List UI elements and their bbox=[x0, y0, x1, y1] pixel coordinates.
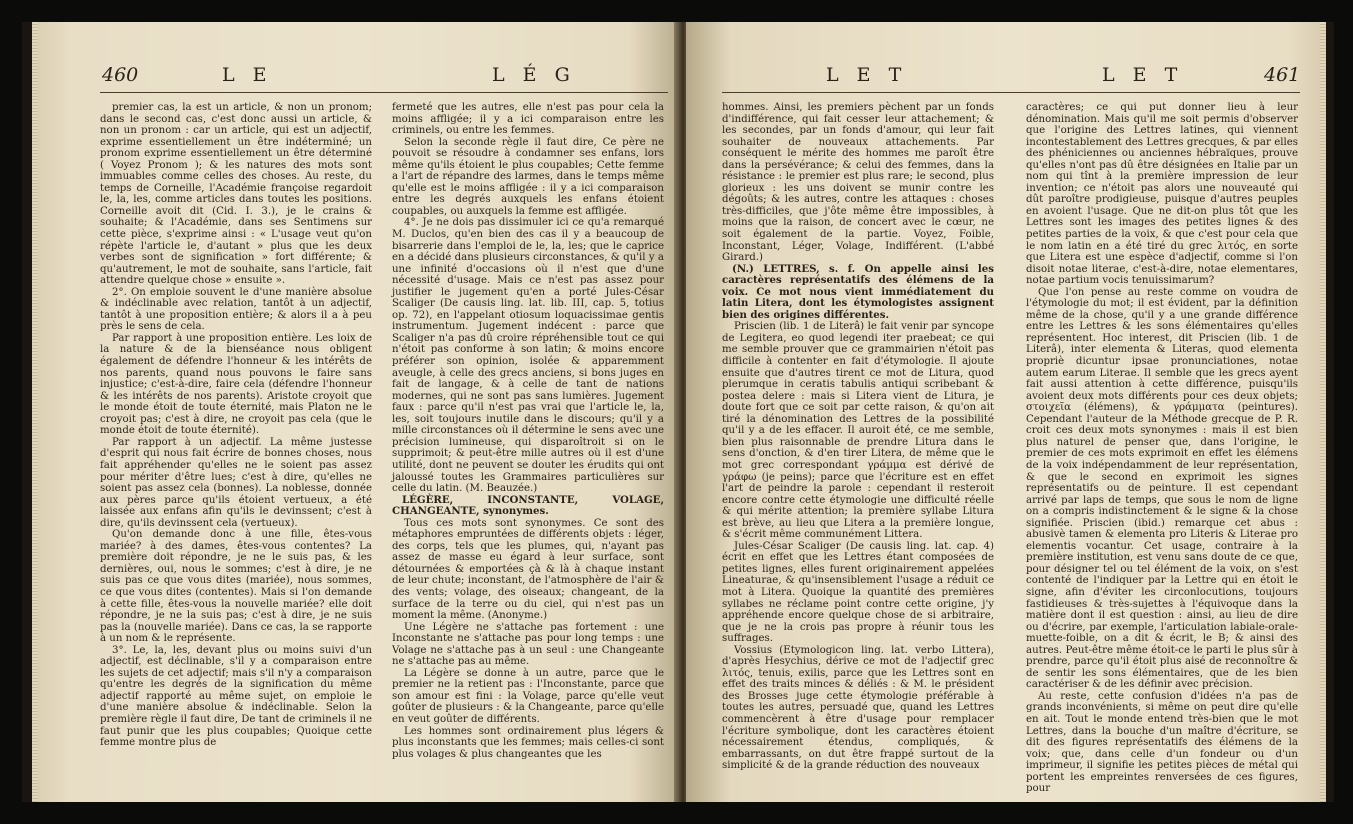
paragraph: hommes. Ainsi, les premiers pèchent par un fonds d'indifférence, qui fait cesser leur attachement; & les secondes, par un fonds d'amour, qui leur fait souhaiter de nouveaux attachements. Par conséquent le mérite des hommes me paroît être dans la persévérance; & celui des femmes, dans la résistance : le premier est plus rare; le second, plus glorieux : les uns doivent se munir contre les dégoûts; & les autres, contre les attaques : choses très-difficiles, que j'ôte même être impossibles, à moins que la raison, de concert avec le cœur, ne soit également de la partie. Voyez, Foible, Inconstant, Léger, Volage, Indifférent. (L'abbé Girard.) bbox=[722, 102, 994, 264]
paragraph: Tous ces mots sont synonymes. Ce sont des métaphores empruntées de différents objets : léger, des corps, tels que les plumes, qui, n'ayant pas assez de masse eu égard à leur surface, sont détournées & emportées çà & là à chaque instant de leur chute; inconstant, de l'atmosphère de l'air & des vents; volage, des oiseaux; changeant, de la surface de la terre ou du ciel, qui n'est pas un moment la même. (Anonyme.) bbox=[392, 517, 664, 622]
entry-heading: LÉGÈRE, INCONSTANTE, VOLAGE, CHANGEANTE, synonymes. bbox=[392, 493, 664, 518]
page-number: 461 bbox=[1264, 64, 1301, 86]
paragraph: Par rapport à un adjectif. La même justesse d'esprit qui nous fait écrire de bonnes choses, nous fait appréhender qu'elles ne le soient pas assez pour mériter d'être lues; c'est à dire, qu'elles ne soient pas assez cela (bonnes). La noblesse, donnée aux pères parce qu'ils étoient vertueux, a été laissée aux enfans afin qu'ils le devinssent; c'est à dire, qu'ils devinssent cela (vertueux). bbox=[100, 436, 372, 529]
paragraph: Vossius (Etymologicon ling. lat. verbo Littera), d'après Hesychius, dérive ce mot de l'adjectif grec λιτός, tenuis, exilis, parce que les Lettres sont en effet des traits minces & déliés : & M. le président des Brosses juge cette étymologie préférable à toutes les autres, persuadé que, quand les Lettres commencèrent à être d'usage pour remplacer l'écriture symbolique, dont les caractères étoient nécessairement étendus, compliqués, & embarrassants, on dut être frappé surtout de la simplicité & de la grande réduction des nouveaux bbox=[722, 644, 994, 772]
paragraph: Qu'on demande donc à une fille, êtes-vous mariée? à des dames, êtes-vous contentes? La première doit répondre, je ne le suis pas, & les dernières, oui, nous le sommes; c'est à dire, je ne suis pas ce que vous dites (mariée), nous sommes, ce que vous dites (contentes). Mais si l'on demande à cette fille, êtes-vous la nouvelle mariée? elle doit répondre, je ne la suis pas; c'est à dire, je ne suis pas la (nouvelle mariée). Dans ce cas, la se rapporte à un nom & le représente. bbox=[100, 529, 372, 645]
paragraph: fermeté que les autres, elle n'est pas pour cela la moins affligée; il y a ici comparaison entre les criminels, ou entre les femmes. bbox=[392, 102, 664, 137]
running-head: L E T bbox=[826, 64, 908, 86]
page-edge bbox=[32, 22, 38, 802]
paragraph: Au reste, cette confusion d'idées n'a pas de grands inconvénients, si même on peut dire qu'elle en ait. Tout le monde entend très-bien que le mot Lettres, dans la bouche d'un maître d'écriture, se dit des figures représentatifs des élémens de la voix; que, dans celle d'un fondeur ou d'un imprimeur, il signifie les petites pièces de métal qui portent les empreintes renversées de ces figures, pour bbox=[1026, 690, 1298, 795]
running-head: L É G bbox=[492, 64, 576, 86]
text-column-2 bbox=[1026, 102, 1298, 795]
entry-heading: (N.) LETTRES, s. f. On appelle ainsi les caractères représentatifs des élémens de la voix. Ce mot nous vient immédiatement du latin Litera, dont les étymologistes assignent bien des origines différentes. bbox=[722, 262, 994, 321]
paragraph: 3°. Le, la, les, devant plus ou moins suivi d'un adjectif, est déclinable, s'il y a comparaison entre les sujets de cet adjectif; mais s'il n'y a comparaison qu'entre les degrés de la signification du même adjectif rapporté au même sujet, on emploie le d'une manière absolue & indéclinable. Selon la première règle il faut dire, De tant de criminels il ne faut punir que les plus coupables; Quoique cette femme montre plus de bbox=[100, 644, 372, 749]
left-page bbox=[32, 22, 680, 802]
open-book bbox=[22, 22, 1334, 802]
paragraph: Que l'on pense au reste comme on voudra de l'étymologie du mot; il est évident, par la définition même de la chose, qu'il y a une grande différence entre les Lettres & les sons élémentaires qu'elles représentent. Hoc interest, dit Priscien (lib. 1 de Literâ), inter elementa & Literas, quod elementa propriè dicuntur ipsae pronunciationes, notae autem earum Literae. Il semble que les grecs ayent fait aussi attention à cette différence, puisqu'ils avoient deux mots différents pour ces deux objets; στοιχεῖα (élémens), & γράμματα (peintures). Cependant l'auteur de la Méthode grecque de P. R. croit ces deux mots synonymes : mais il est bien plus naturel de penser que, dans l'origine, le premier de ces mots exprimoit en effet les élémens de la voix indépendamment de leur représentation, & que le second en exprimoit les signes représentatifs ou de peinture. Il est cependant arrivé par laps de temps, que sous le nom de ligne on a compris indistinctement & le signe & la chose signifiée. Priscien (ibid.) remarque cet abus : abusivè tamen & elementa pro Literis & Literae pro elementis vocantur. Cet usage, contraire à la première institution, est venu sans doute de ce que, pour désigner tel ou tel élément de la voix, on s'est contenté de l'indiquer par la Lettre qui en étoit le signe, afin d'éviter les circonlocutions, toujours fastidieuses & très-sujettes à l'équivoque dans la matière dont il est question : ainsi, au lieu de dire ou d'écrire, par exemple, l'articulation labiale-orale-muette-foible, on a dit & écrit, le B; & ainsi des autres. Peut-être même étoit-ce le parti le plus sûr à prendre, parce qu'il étoit plus aisé de reconnoître & de sentir les sons élémentaires, que de les bien caractériser & de les définir avec précision. bbox=[1026, 286, 1298, 691]
paragraph: Jules-César Scaliger (De causis ling. lat. cap. 4) écrit en effet que les Lettres étant composées de petites lignes, elles furent originairement appelées Lineaturae, & qu'insensiblement l'usage a réduit ce mot à Litera. Quoique la quantité des premières syllabes ne réclame point contre cette origine, j'y appréhende encore quelque chose de si arbitraire, que je ne la crois pas propre à réunir tous les suffrages. bbox=[722, 540, 994, 645]
paragraph: Priscien (lib. 1 de Literâ) le fait venir par syncope de Legitera, eo quod legendi iter praebeat; ce qui me semble prouver que ce grammairien n'étoit pas difficile à contenter en fait d'étymologie. Il ajoute ensuite que d'autres tirent ce mot de Litura, quod plerumque in ceratis tabulis antiqui scribebant & postea delere : mais si Litera vient de Litura, je doute fort que ce soit par cette raison, & qu'on ait tiré la dénomination des Lettres de la possibilité qu'il y a de les effacer. Il auroit été, ce me semble, bien plus raisonnable de prendre Litura dans le sens d'onction, & d'en tirer Litera, de même que le mot grec correspondant γράμμα est dérivé de γράφω (je peins); parce que l'écriture est en effet l'art de peindre la parole : cependant il resteroit encore contre cette étymologie une difficulté réelle & qui mérite attention; la première syllabe Litura est brève, au lieu que Litera a la première longue, & s'écrit même communément Littera. bbox=[722, 321, 994, 541]
text-column-1 bbox=[722, 102, 994, 782]
paragraph: Par rapport à une proposition entière. Les loix de la nature & de la bienséance nous obligent également de défendre l'honneur & les intérêts de nos parents, quand nous pouvons le faire sans injustice; c'est-à-dire, faire cela (défendre l'honneur & les intérêts de nos parents). Aristote croyoit que le monde étoit de toute éternité, mais Platon ne le croyoit pas; c'est à dire, ne croyoit pas cela (que le monde étoit de toute éternité). bbox=[100, 332, 372, 437]
text-column-2 bbox=[392, 102, 664, 782]
running-head: L E T bbox=[1102, 64, 1184, 86]
paragraph: premier cas, la est un article, & non un pronom; dans le second cas, c'est donc aussi un article, & non un pronom : car un article, qui est un adjectif, exprime essentiellement un être indéterminé; un pronom exprime essentiellement un être déterminé ( Voyez Pronom ); & les natures des mots sont immuables comme celles des choses. Au reste, du temps de Corneille, l'Académie françoise regardoit le, la, les, comme articles dans toutes les positions. Corneille avoit dit (Cid. I. 3.), je le crains & souhaite; & l'Académie, dans ses Sentimens sur cette pièce, s'exprime ainsi : « L'usage veut qu'on répète l'article le, d'autant » plus que les deux verbes sont de signification » fort différente; & qu'autrement, le mot de souhaite, sans l'article, fait attendre quelque chose » ensuite ». bbox=[100, 102, 372, 287]
header-rule bbox=[722, 92, 1300, 93]
header-rule bbox=[100, 92, 668, 93]
paragraph: 4°. Je ne dois pas dissimuler ici ce qu'a remarqué M. Duclos, qu'en bien des cas il y a beaucoup de bisarrerie dans l'emploi de le, la, les; que le caprice en a décidé dans plusieurs circonstances, & qu'il y a une infinité d'occasions où il n'est que d'une nécessité d'usage. Mais ce n'est pas assez pour justifier le jugement qu'en a porté Jules-César Scaliger (De causis ling. lat. lib. III, cap. 5, totius op. 72), en l'appelant otiosum loquacissimae gentis instrumentum. Jugement indécent : parce que Scaliger n'a pas dû croire répréhensible tout ce qui n'étoit pas conforme à son latin; & moins encore préférer son opinion, isolée & apparemment aveugle, à celle des grecs anciens, si bons juges en fait de langage, & à celle de tant de nations modernes, qui ne sont pas sans lumières. Jugement faux : parce qu'il n'est pas vrai que l'article le, la, les, soit toujours inutile dans le discours; qu'il y a mille circonstances où il détermine le sens avec une précision lumineuse, qui disparoîtroit si on le supprimoit; & peut-être mille autres où il est d'une utilité, dont ne peuvent se douter les érudits qui ont jaloussé toutes les Grammaires particulières sur celle du latin. (M. Beauzée.) bbox=[392, 217, 664, 495]
paragraph: Selon la seconde règle il faut dire, Ce père ne pouvoit se résoudre à condamner ses enfans, lors même qu'ils étoient le plus coupables; Cette femme a l'art de répandre des larmes, dans le temps même qu'elle est le moins affligée : il y a ici comparaison entre les degrés auxquels les enfans étoient coupables, ou auxquels la femme est affligée. bbox=[392, 136, 664, 217]
paragraph: Une Légère ne s'attache pas fortement : une Inconstante ne s'attache pas pour long temps : une Volage ne s'attache pas à un seul : une Changeante ne s'attache pas au même. bbox=[392, 621, 664, 668]
page-number: 460 bbox=[102, 64, 139, 86]
left-page-header bbox=[32, 64, 680, 94]
text-column-1 bbox=[100, 102, 372, 782]
paragraph: caractères; ce qui put donner lieu à leur dénomination. Mais qu'il me soit permis d'observer que l'origine des Lettres latines, qui viennent incontestablement des Lettres grecques, & par elles des phéniciennes ou anciennes hébraïques, prouve qu'elles n'ont pas dû être désignées en Italie par un nom qui tînt à la première impression de leur invention; ce n'étoit pas alors une nouveauté qui dût paroître prodigieuse, puisque d'autres peuples en avoient l'usage. Que ne dit-on plus tôt que les Lettres sont les images des petites lignes & des petites parties de la voix, & que c'est pour cela que le nom latin en a été tiré du grec λιτός, en sorte que Litera est une espèce d'adjectif, comme si l'on disoit notae literae, c'est-à-dire, notae elementares, notae partium vocis tenuissimarum? bbox=[1026, 102, 1298, 287]
right-page bbox=[686, 22, 1326, 802]
page-edge bbox=[1320, 22, 1326, 802]
paragraph: La Légère se donne à un autre, parce que le premier ne la retient pas : l'Inconstante, parce que son amour est fini : la Volage, parce qu'elle veut goûter de plusieurs : & la Changeante, parce qu'elle en veut goûter de différents. bbox=[392, 667, 664, 725]
running-head: L E bbox=[222, 64, 273, 86]
paragraph: 2°. On emploie souvent le d'une manière absolue & indéclinable avec relation, tantôt à un adjectif, tantôt à une proposition entière; & alors il a à peu près le sens de cela. bbox=[100, 286, 372, 333]
paragraph: Les hommes sont ordinairement plus légers & plus inconstants que les femmes; mais celles-ci sont plus volages & plus changeantes que les bbox=[392, 725, 664, 760]
right-page-header bbox=[686, 64, 1326, 94]
